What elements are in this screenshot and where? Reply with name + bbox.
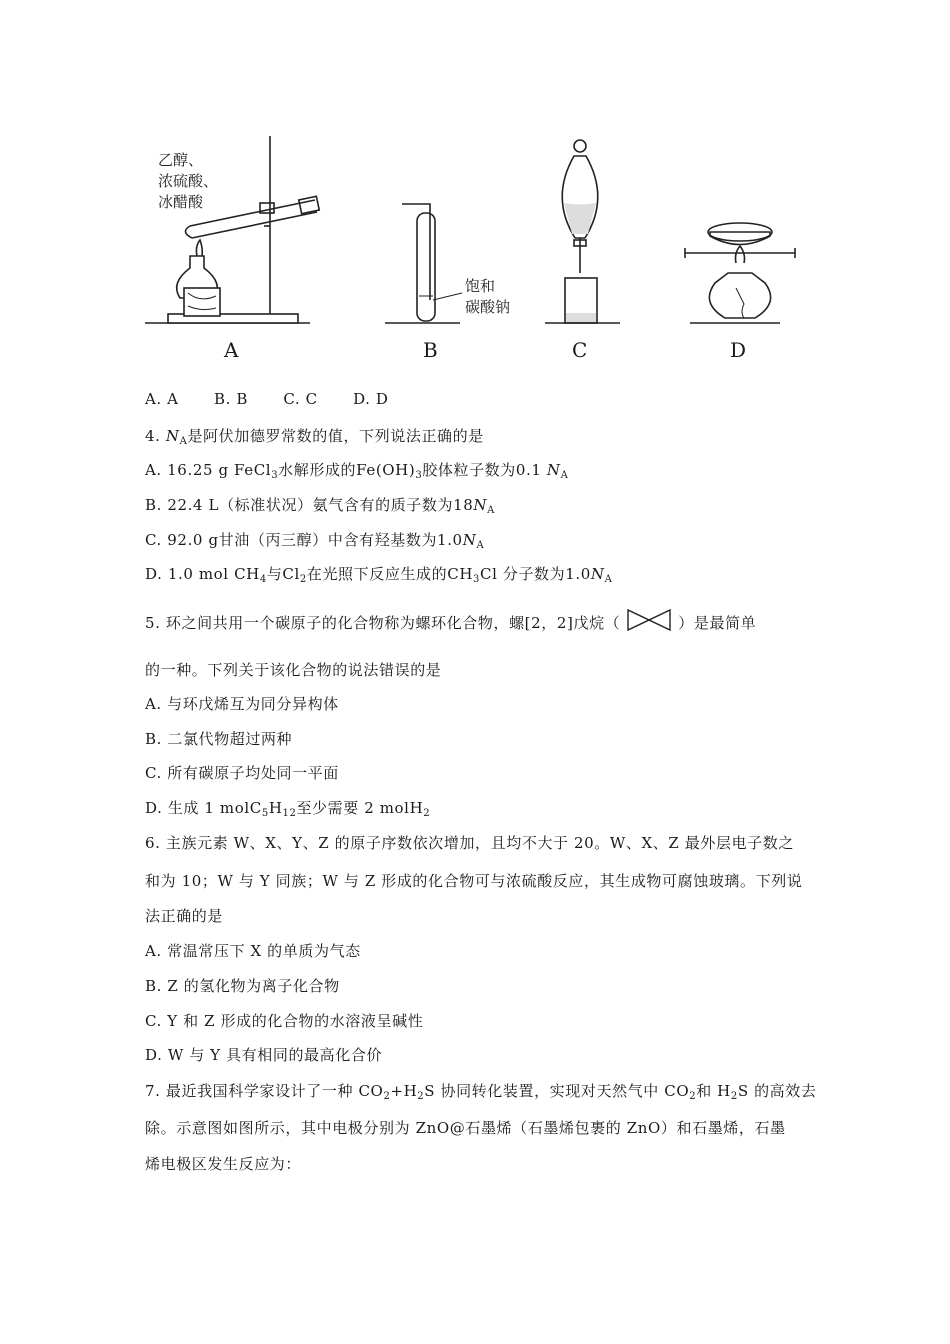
q6-option-c: C. Y 和 Z 形成的化合物的水溶液呈碱性 xyxy=(145,1012,424,1030)
q4-a-text: A. 16.25 g FeCl xyxy=(145,461,272,479)
reagent-line-1: 乙醇、 xyxy=(158,151,204,169)
sub: 5 xyxy=(261,808,269,819)
na-subscript: A xyxy=(179,436,188,447)
na-symbol: N xyxy=(546,461,561,479)
apparatus-figure xyxy=(140,128,820,378)
option-d: D. D xyxy=(353,390,389,408)
q7-stem-line-1 xyxy=(145,1080,816,1101)
reagent-b-line-2: 碳酸钠 xyxy=(465,298,511,316)
q5-d-text: D. 生成 1 molC xyxy=(145,799,262,817)
q7-text-c: S 协同转化装置，实现对天然气中 CO xyxy=(424,1082,690,1100)
sub: 3 xyxy=(415,470,423,481)
q5-stem-line-2: 的一种。下列关于该化合物的说法错误的是 xyxy=(145,661,442,679)
q4-d-text-3: 在光照下反应生成的CH xyxy=(306,565,474,583)
na-subscript: A xyxy=(560,470,569,481)
q6-option-a: A. 常温常压下 X 的单质为气态 xyxy=(145,942,361,960)
q3-options xyxy=(145,390,419,408)
na-subscript: A xyxy=(476,540,485,551)
na-symbol: N xyxy=(462,531,477,549)
apparatus-a-reagents xyxy=(158,150,218,213)
figure-label-c: C xyxy=(572,338,588,362)
q7-text-e: S 的高效去 xyxy=(737,1082,817,1100)
na-symbol: N xyxy=(165,427,180,445)
q5-option-a: A. 与环戊烯互为同分异构体 xyxy=(145,695,339,713)
q7-stem-line-3: 烯电极区发生反应为： xyxy=(145,1155,302,1173)
q5-text-b: ）是最简单 xyxy=(678,614,757,632)
q4-stem xyxy=(145,425,484,446)
q6-stem-line-3: 法正确的是 xyxy=(145,907,224,925)
q6-option-b: B. Z 的氢化物为离子化合物 xyxy=(145,977,340,995)
q6-stem-line-1: 6. 主族元素 W、X、Y、Z 的原子序数依次增加，且均不大于 20。W、X、Z 最外层电子数之 xyxy=(145,834,794,852)
q4-option-d xyxy=(145,563,612,584)
spiropentane-structure-icon xyxy=(626,608,672,632)
q4-d-text-2: 与Cl xyxy=(266,565,300,583)
q6-stem-line-2: 和为 10；W 与 Y 同族；W 与 Z 形成的化合物可与浓硫酸反应，其生成物可腐蚀玻璃。下列说 xyxy=(145,872,803,890)
q5-stem-line-1 xyxy=(145,608,756,633)
sub: 2 xyxy=(689,1091,697,1102)
sub: 2 xyxy=(423,808,431,819)
q4-option-b xyxy=(145,494,495,515)
q4-d-text-4: Cl 分子数为1.0 xyxy=(480,565,591,583)
q5-d-text-3: 至少需要 2 molH xyxy=(296,799,424,817)
q5-option-d xyxy=(145,797,430,818)
q4-number: 4. xyxy=(145,427,161,445)
option-c: C. C xyxy=(283,390,318,408)
sub: 2 xyxy=(299,574,307,585)
na-symbol: N xyxy=(590,565,605,583)
figure-label-b: B xyxy=(423,338,438,362)
q7-text-b: +H xyxy=(390,1082,418,1100)
apparatus-b-reagent xyxy=(465,276,510,318)
q4-d-text: D. 1.0 mol CH xyxy=(145,565,260,583)
na-subscript: A xyxy=(487,505,495,516)
q7-text-a: 7. 最近我国科学家设计了一种 CO xyxy=(145,1082,384,1100)
reagent-line-3: 冰醋酸 xyxy=(158,193,204,211)
option-b: B. B xyxy=(213,390,248,408)
na-subscript: A xyxy=(604,574,613,585)
q4-c-text: C. 92.0 g甘油（丙三醇）中含有羟基数为1.0 xyxy=(145,531,463,549)
figure-label-d: D xyxy=(730,338,747,362)
sub: 2 xyxy=(730,1091,738,1102)
reagent-b-line-1: 饱和 xyxy=(465,277,496,295)
option-a: A. A xyxy=(145,390,179,408)
q5-text-a: 5. 环之间共用一个碳原子的化合物称为螺环化合物，螺[2，2]戊烷（ xyxy=(145,614,621,632)
q5-option-c: C. 所有碳原子均处同一平面 xyxy=(145,764,339,782)
na-symbol: N xyxy=(473,496,488,514)
q4-a-text-3: 胶体粒子数为0.1 xyxy=(422,461,542,479)
q5-option-b: B. 二氯代物超过两种 xyxy=(145,730,293,748)
sub: 4 xyxy=(259,574,267,585)
reagent-line-2: 浓硫酸、 xyxy=(158,172,219,190)
sub: 3 xyxy=(473,574,480,585)
sub: 2 xyxy=(417,1091,425,1102)
q4-b-text: B. 22.4 L（标准状况）氨气含有的质子数为18 xyxy=(145,496,474,514)
q6-option-d: D. W 与 Y 具有相同的最高化合价 xyxy=(145,1046,383,1064)
q7-stem-line-2: 除。示意图如图所示，其中电极分别为 ZnO@石墨烯（石墨烯包裹的 ZnO）和石墨烯，石墨 xyxy=(145,1119,786,1137)
q4-stem-text: 是阿伏加德罗常数的值，下列说法正确的是 xyxy=(187,427,484,445)
sub: 2 xyxy=(383,1091,391,1102)
q4-option-a xyxy=(145,459,568,480)
q7-text-d: 和 H xyxy=(696,1082,731,1100)
figure-label-a: A xyxy=(224,338,239,362)
q5-d-text-2: H xyxy=(268,799,283,817)
q4-a-text-2: 水解形成的Fe(OH) xyxy=(278,461,416,479)
q4-option-c xyxy=(145,529,484,550)
sub: 12 xyxy=(282,808,297,819)
sub: 3 xyxy=(271,470,279,481)
